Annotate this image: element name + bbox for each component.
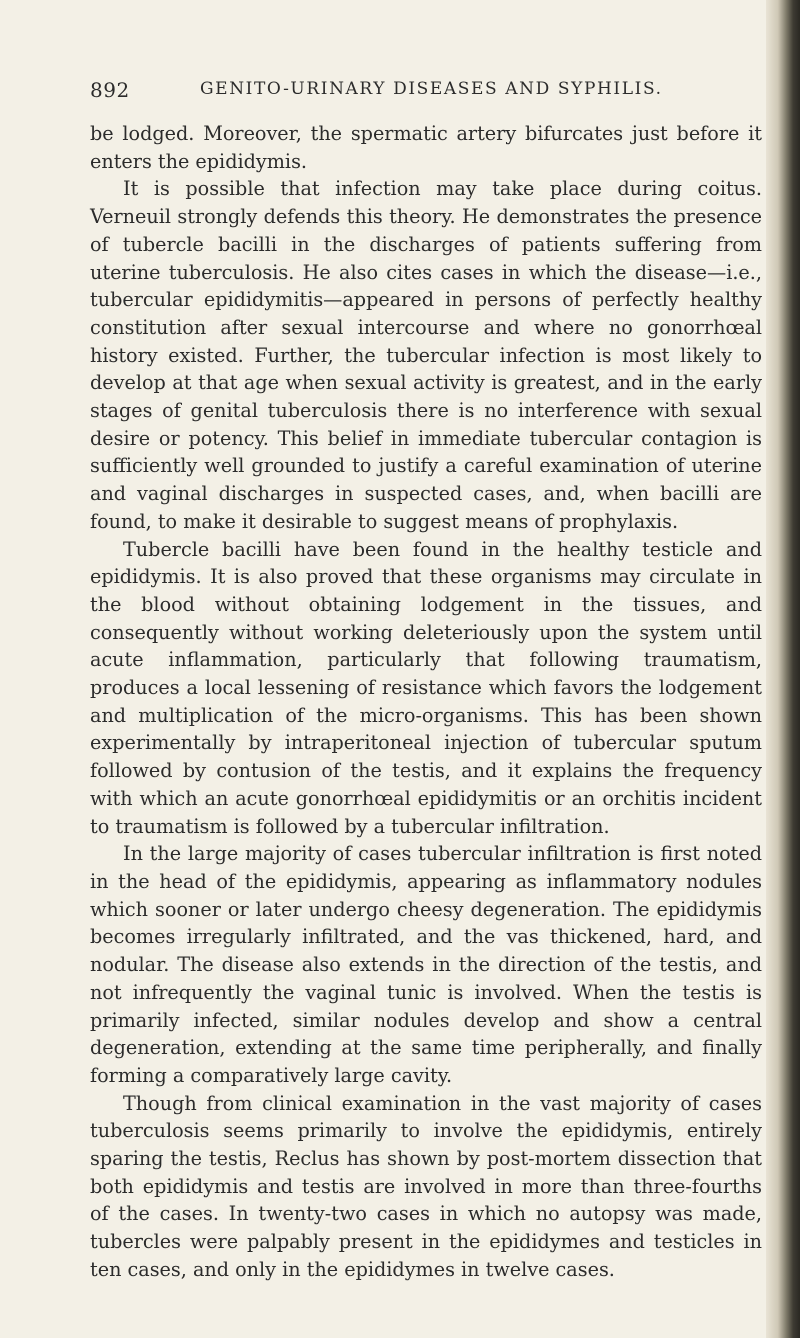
paragraph-clinical-examination: Though from clinical examination in the vast majority of cases tuberculosis seems primarily to involve the epididymis, entirely sparing the testis, Reclus has shown by post-mortem dissection that both epididymis and testis are involved in more than three-fourths of the cases. In twenty-two cases in which no autopsy was made, tubercles were palpably present in the epididymes and testicles in ten cases, and only in the epididymes in twelve cases. [90, 1091, 762, 1281]
running-head: GENITO-URINARY DISEASES AND SYPHILIS. [200, 79, 663, 99]
body-text [90, 120, 762, 1284]
page-header [90, 78, 740, 108]
page-binding-edge [766, 0, 800, 1338]
paragraph-tubercular-infiltration: In the large majority of cases tubercular infiltration is first noted in the head of the epididymis, appearing as inflammatory nodules which sooner or later undergo cheesy degeneration. The epididymis becomes irregularly infiltrated, and the vas thickened, hard, and nodular. The disease also extends in the direction of the testis, and not infrequently the vaginal tunic is involved. When the testis is primarily infected, similar nodules develop and show a central degeneration, extending at the same time peripherally, and finally forming a comparatively large cavity. [90, 842, 762, 1087]
paragraph-tubercle-bacilli: Tubercle bacilli have been found in the healthy testicle and epididymis. It is also proved that these organisms may circulate in the blood without obtaining lodgement in the tissues, and consequently without working deleteriously upon the system until acute inflammation, particularly that following traumatism, produces a local lessening of resistance which favors the lodgement and multiplication of the micro-organisms. This has been shown experimentally by intraperitoneal injection of tubercular sputum followed by contusion of the testis, and it explains the frequency with which an acute gonorrhœal epididymitis or an orchitis incident to traumatism is followed by a tubercular infiltration. [90, 537, 762, 838]
paragraph-continuation: be lodged. Moreover, the spermatic artery bifurcates just before it enters the epididymis. [90, 122, 762, 173]
page-number: 892 [90, 78, 130, 102]
paragraph-infection-coitus: It is possible that infection may take place during coitus. Verneuil strongly defends this theory. He demonstrates the presence of tubercle bacilli in the discharges of patients suffering from uterine tuberculosis. He also cites cases in which the disease—i.e., tubercular epididymitis—appeared in persons of perfectly healthy constitution after sexual intercourse and where no gonorrhœal history existed. Further, the tubercular infection is most likely to develop at that age when sexual activity is greatest, and in the early stages of genital tuberculosis there is no interference with sexual desire or potency. This belief in immediate tubercular contagion is sufficiently well grounded to justify a careful examination of uterine and vaginal discharges in suspected cases, and, when bacilli are found, to make it desirable to suggest means of prophylaxis. [90, 177, 762, 533]
